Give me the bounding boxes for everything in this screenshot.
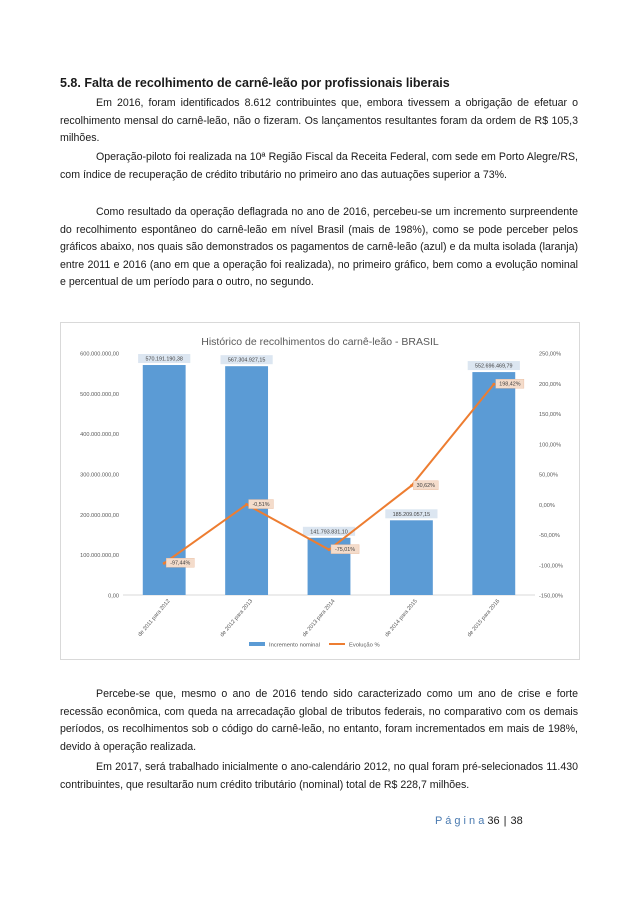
line-data-label: -0,51% bbox=[252, 502, 270, 509]
y-right-tick-label: 150,00% bbox=[539, 412, 562, 418]
x-category-label: de 2013 para 2014 bbox=[301, 598, 337, 639]
y-left-tick-label: 600.000.000,00 bbox=[80, 351, 119, 358]
line-data-label: -75,01% bbox=[335, 547, 356, 554]
paragraph-5 bbox=[60, 759, 578, 794]
paragraph-3-text: Como resultado da operação deflagrada no ano de 2016, percebeu-se um incremento surpreendente do recolhimento espontâneo do carnê-leão em nível Brasil (mais de 198%), como se pode perceber pelos gráficos abaixo, nos quais são demonstrados os pagamentos de carnê-leão (azul) e da multa isolada (laranja) entre 2011 e 2016 (ano em que a operação foi realizada), no primeiro gráfico, bem como a evolução nominal e percentual de um período para o outro, no segundo. bbox=[60, 206, 578, 288]
y-left-tick-label: 200.000.000,00 bbox=[80, 512, 119, 519]
x-category-label: de 2011 para 2012 bbox=[137, 598, 172, 638]
combo-chart bbox=[61, 323, 579, 659]
y-right-tick-label: -150,00% bbox=[539, 593, 563, 600]
chart-title: Histórico de recolhimentos do carnê-leão - BRASIL bbox=[201, 336, 439, 348]
paragraph-4-text: Percebe-se que, mesmo o ano de 2016 tendo sido caracterizado como um ano de crise e forte recessão econômica, com queda na arrecadação global de tributos federais, no comparativo com os demais períodos, os recolhimentos sob o código do carnê-leão, no entanto, foram incrementados em mais de 198%, devido à operação realizada. bbox=[60, 688, 578, 753]
y-left-tick-label: 300.000.000,00 bbox=[80, 472, 119, 479]
chart-body bbox=[80, 352, 563, 649]
line-series bbox=[164, 384, 494, 563]
paragraph-2-text: Operação-piloto foi realizada na 10ª Região Fiscal da Receita Federal, com sede em Porto Alegre/RS, com índice de recuperação de crédito tributário no primeiro ano das autuações superior a 73%. bbox=[60, 151, 578, 181]
line-point bbox=[410, 484, 413, 487]
paragraph-2 bbox=[60, 149, 578, 184]
y-right-tick-label: -50,00% bbox=[539, 533, 560, 539]
x-category-label: de 2012 para 2013 bbox=[219, 598, 255, 639]
y-right-tick-label: 250,00% bbox=[539, 351, 562, 358]
y-right-tick-label: 0,00% bbox=[539, 502, 555, 509]
footer-total-pages: 38 bbox=[510, 815, 523, 827]
line-data-label: 198,42% bbox=[499, 381, 521, 388]
paragraph-4 bbox=[60, 686, 578, 756]
line-point bbox=[328, 548, 331, 551]
y-right-tick-label: 100,00% bbox=[539, 442, 562, 449]
footer-page-word: P á g i n a bbox=[435, 815, 485, 827]
line-point bbox=[163, 562, 166, 565]
line-data-label: -97,44% bbox=[170, 560, 191, 567]
bar-data-label: 141.793.831,10 bbox=[310, 529, 348, 536]
line-point bbox=[245, 503, 248, 506]
y-left-tick-label: 500.000.000,00 bbox=[80, 391, 119, 398]
paragraph-5-text: Em 2017, será trabalhado inicialmente o ano-calendário 2012, no qual foram pré-selecionados 11.430 contribuintes, que resultarão num crédito tributário (nominal) total de R$ 228,7 milhões. bbox=[60, 761, 578, 791]
legend-label-bars: Incremento nominal bbox=[269, 642, 320, 649]
line-point bbox=[492, 383, 495, 386]
section-heading: 5.8. Falta de recolhimento de carnê-leão por profissionais liberais bbox=[60, 76, 450, 90]
x-category-label: de 2015 para 2016 bbox=[466, 598, 502, 639]
chart-container bbox=[60, 322, 580, 660]
y-left-tick-label: 400.000.000,00 bbox=[80, 432, 119, 439]
bar-data-label: 185.209.057,15 bbox=[392, 511, 431, 518]
paragraph-1 bbox=[60, 95, 578, 148]
paragraph-1-text: Em 2016, foram identificados 8.612 contribuintes que, embora tivessem a obrigação de efetuar o recolhimento mensal do carnê-leão, não o fizeram. Os lançamentos resultantes foram da ordem de R$ 105,3 milhões. bbox=[60, 97, 578, 144]
y-left-tick-label: 0,00 bbox=[108, 593, 119, 600]
bar bbox=[472, 372, 515, 595]
paragraph-3 bbox=[60, 204, 578, 292]
legend-swatch-bars bbox=[249, 642, 265, 646]
y-right-tick-label: -100,00% bbox=[539, 563, 563, 570]
legend-label-line: Evolução % bbox=[349, 642, 380, 649]
page-footer bbox=[435, 815, 523, 827]
y-right-tick-label: 200,00% bbox=[539, 381, 562, 388]
footer-separator: | bbox=[503, 815, 507, 827]
line-data-label: 30,62% bbox=[416, 483, 435, 490]
bar-data-label: 552.696.469,79 bbox=[475, 363, 513, 370]
footer-page-number: 36 bbox=[487, 815, 500, 827]
bar-data-label: 570.191.190,38 bbox=[145, 356, 183, 363]
bar bbox=[390, 520, 433, 595]
bar-data-label: 567.304.927,15 bbox=[227, 357, 266, 364]
y-left-tick-label: 100.000.000,00 bbox=[80, 553, 119, 560]
x-category-label: de 2014 para 2015 bbox=[384, 598, 419, 639]
y-right-tick-label: 50,00% bbox=[539, 472, 558, 479]
bar bbox=[225, 366, 268, 595]
